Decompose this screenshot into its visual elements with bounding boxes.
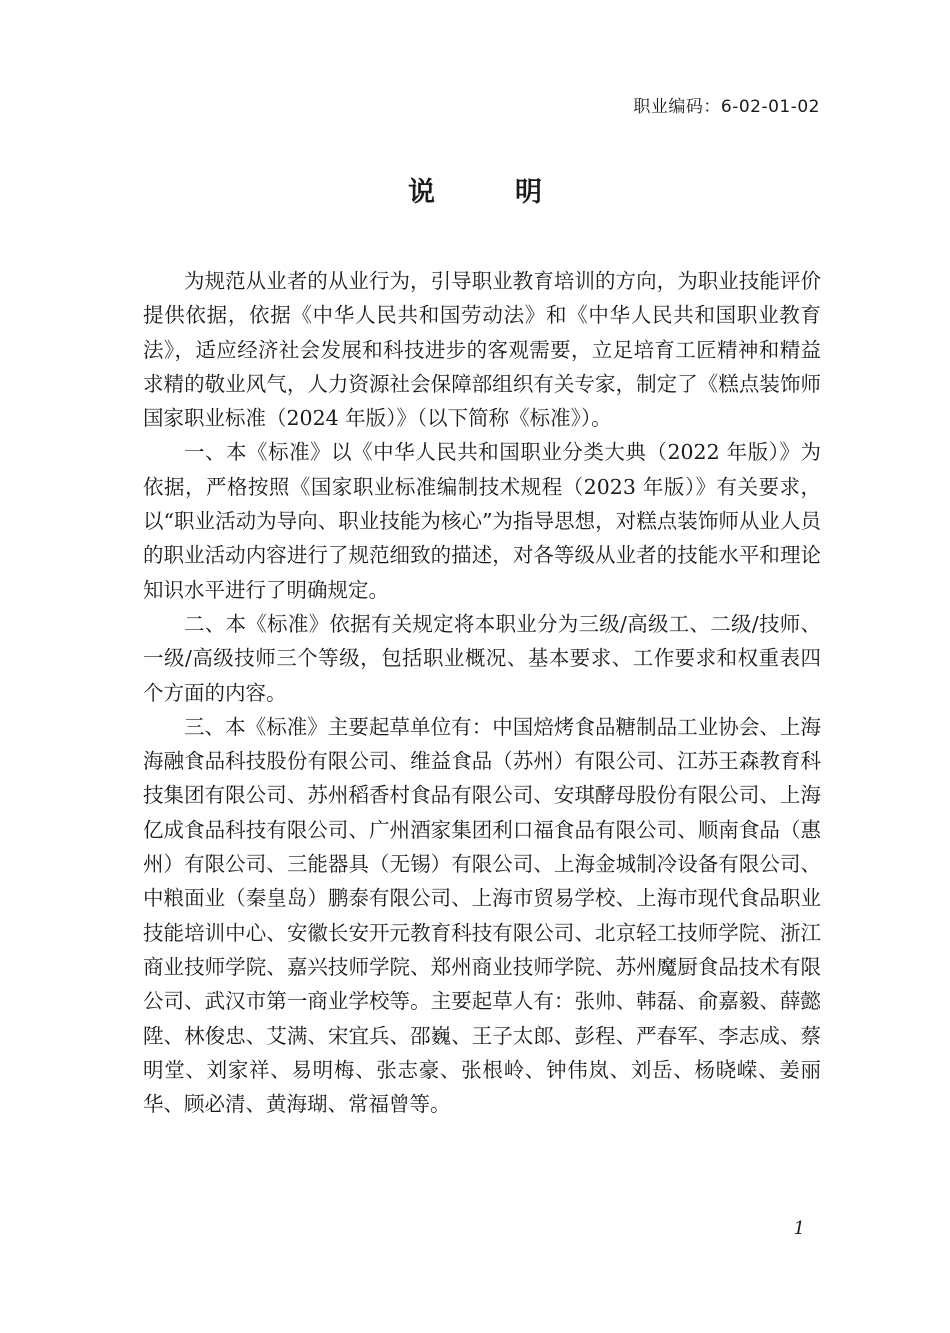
section-two-paragraph: 二、本《标准》依据有关规定将本职业分为三级/高级工、二级/技师、一级/高级技师三个等级，包括职业概况、基本要求、工作要求和权重表四个方面的内容。	[143, 611, 821, 705]
page-number: 1	[793, 1218, 805, 1239]
section-one-paragraph: 一、本《标准》以《中华人民共和国职业分类大典（2022 年版）》为依据，严格按照《国家职业标准编制技术规程（2023 年版）》有关要求，以“职业活动为导向、职业技能为核心”为指导思想，对糕点装饰师从业人员的职业活动内容进行了规范细致的描述，对各等级从业者的技能水平和理论知识水平进行了明确规定。	[143, 440, 821, 602]
section-three-paragraph: 三、本《标准》主要起草单位有：中国焙烤食品糖制品工业协会、上海海融食品科技股份有限公司、维益食品（苏州）有限公司、江苏王森教育科技集团有限公司、苏州稻香村食品有限公司、安琪酵母股份有限公司、上海亿成食品科技有限公司、广州酒家集团利口福食品有限公司、顺南食品（惠州）有限公司、三能器具（无锡）有限公司、上海金城制冷设备有限公司、中粮面业（秦皇岛）鹏泰有限公司、上海市贸易学校、上海市现代食品职业技能培训中心、安徽长安开元教育科技有限公司、北京轻工技师学院、浙江商业技师学院、嘉兴技师学院、郑州商业技师学院、苏州魔厨食品技术有限公司、武汉市第一商业学校等。主要起草人有：张帅、韩磊、俞嘉毅、薛懿陞、林俊忠、艾满、宋宜兵、邵巍、王子太郎、彭程、严春军、李志成、蔡明堂、刘家祥、易明梅、张志豪、张根岭、钟伟岚、刘岳、杨晓嵘、姜丽华、顾必清、黄海瑚、常福曾等。	[143, 714, 821, 1117]
document-body	[143, 264, 821, 1121]
job-code: 职业编码：6-02-01-02	[633, 97, 820, 117]
intro-paragraph: 为规范从业者的从业行为，引导职业教育培训的方向，为职业技能评价提供依据，依据《中华人民共和国劳动法》和《中华人民共和国职业教育法》，适应经济社会发展和科技进步的客观需要，立足培育工匠精神和精益求精的敬业风气，人力资源社会保障部组织有关专家，制定了《糕点装饰师国家职业标准（2024 年版）》（以下简称《标准》）。	[143, 269, 821, 431]
page-title: 说明	[408, 177, 622, 208]
